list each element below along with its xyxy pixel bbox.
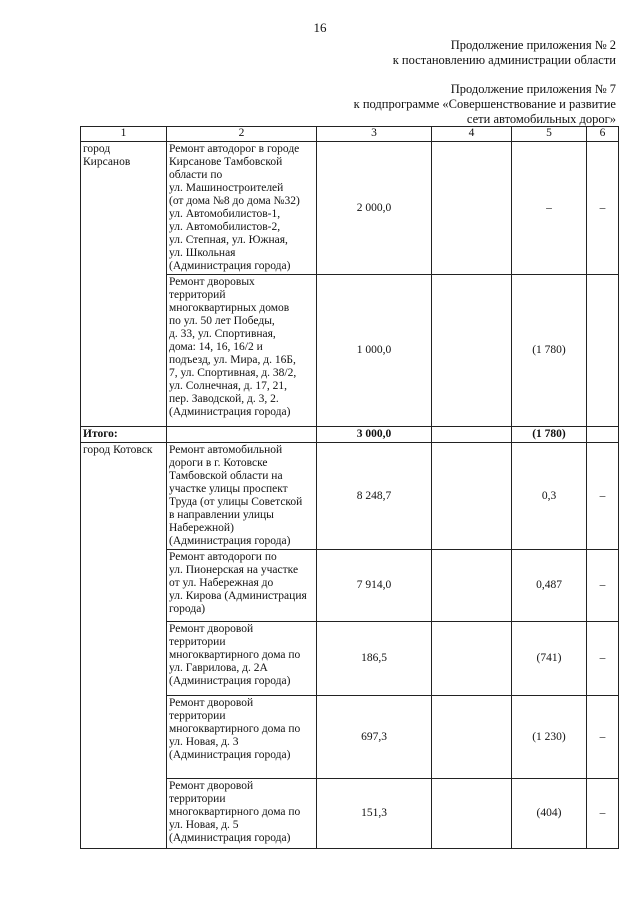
column6-cell: – [587,142,619,275]
header-annex-7-line1: Продолжение приложения № 7 [450,82,616,96]
work-description: Ремонт дворовой территории многоквартирного дома по ул. Новая, д. 5 (Администрация города) [167,779,317,849]
column-number: 3 [317,127,432,142]
subtotal-column5: (1 780) [512,427,587,443]
header-annex-7-line2: к подпрограмме «Совершенствование и развитие [353,97,616,111]
column-number-row [81,127,619,142]
work-description: Ремонт автомобильной дороги в г. Котовске Тамбовской области на участке улицы проспект Труда (от улицы Советской в направлении улицы Набережной) (Администрация города) [167,443,317,550]
column6-cell: – [587,550,619,622]
column5-cell: (1 230) [512,696,587,779]
header-annex-2-line1: Продолжение приложения № 2 [450,38,616,52]
page-number: 16 [313,20,327,35]
column6-cell [587,275,619,427]
column-number: 5 [512,127,587,142]
column6-cell: – [587,622,619,696]
amount-cell: 2 000,0 [317,142,432,275]
work-description: Ремонт автодорог в городе Кирсанове Тамбовской области по ул. Машиностроителей (от дома №8 до дома №32) ул. Автомобилистов-1, ул. Автомобилистов-2, ул. Степная, ул. Южная, ул. Школьная (Администрация города) [167,142,317,275]
header-annex-7 [354,82,616,127]
column4-cell [432,427,512,443]
column5-cell: 0,487 [512,550,587,622]
subtotal-amount: 3 000,0 [317,427,432,443]
work-description [167,427,317,443]
amount-cell: 7 914,0 [317,550,432,622]
column-number: 2 [167,127,317,142]
column4-cell [432,443,512,550]
column5-cell: 0,3 [512,443,587,550]
work-description: Ремонт дворовых территорий многоквартирных домов по ул. 50 лет Победы, д. 33, ул. Спортивная, дома: 14, 16, 16/2 и подъезд, ул. Мира, д. 16Б, 7, ул. Спортивная, д. 38/2, ул. Солнечная, д. 17, 21, пер. Заводской, д. 3, 2. (Администрация города) [167,275,317,427]
column-number: 1 [81,127,167,142]
column4-cell [432,779,512,849]
column-number: 4 [432,127,512,142]
column6-cell [587,427,619,443]
header-annex-2-line2: к постановлению администрации области [392,53,616,67]
column5-cell: – [512,142,587,275]
column4-cell [432,142,512,275]
column5-cell: (404) [512,779,587,849]
table-row [81,142,619,275]
work-description: Ремонт дворовой территории многоквартирного дома по ул. Гаврилова, д. 2А (Администрация города) [167,622,317,696]
road-repair-table [80,126,619,849]
subtotal-row [81,427,619,443]
amount-cell: 8 248,7 [317,443,432,550]
header-annex-7-line3: сети автомобильных дорог» [466,112,616,126]
city-cell: город Кирсанов [81,142,167,427]
column6-cell: – [587,696,619,779]
column4-cell [432,696,512,779]
amount-cell: 186,5 [317,622,432,696]
column4-cell [432,275,512,427]
city-cell: город Котовск [81,443,167,849]
table-row [81,443,619,550]
amount-cell: 151,3 [317,779,432,849]
amount-cell: 1 000,0 [317,275,432,427]
column5-cell: (741) [512,622,587,696]
column4-cell [432,622,512,696]
column-number: 6 [587,127,619,142]
work-description: Ремонт дворовой территории многоквартирного дома по ул. Новая, д. 3 (Администрация города) [167,696,317,779]
column4-cell [432,550,512,622]
header-annex-2 [393,38,616,68]
subtotal-label: Итого: [81,427,167,443]
column6-cell: – [587,443,619,550]
amount-cell: 697,3 [317,696,432,779]
work-description: Ремонт автодороги по ул. Пионерская на участке от ул. Набережная до ул. Кирова (Администрация города) [167,550,317,622]
column6-cell: – [587,779,619,849]
column5-cell: (1 780) [512,275,587,427]
